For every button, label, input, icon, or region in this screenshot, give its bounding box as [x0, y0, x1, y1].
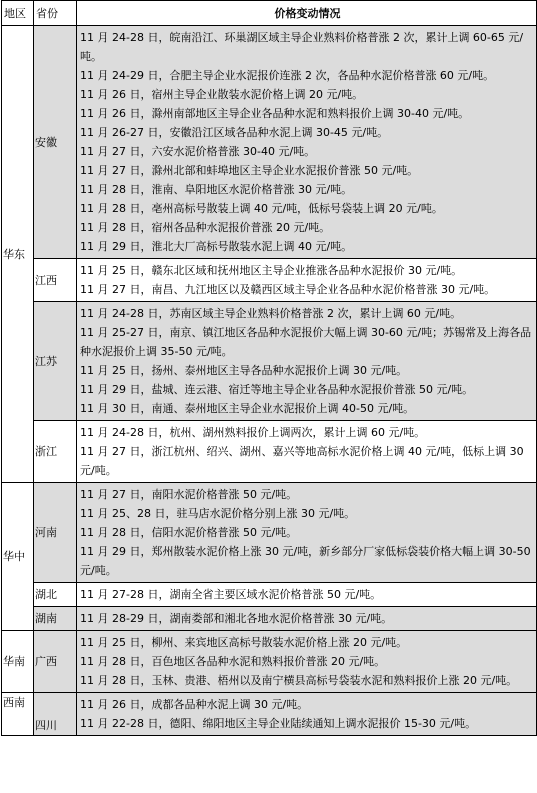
table-row — [2, 607, 537, 631]
province-cell: 浙江 — [34, 421, 77, 483]
detail-line: 11 月 27 日，六安水泥价格普涨 30-40 元/吨。 — [80, 145, 316, 158]
province-cell: 江苏 — [34, 302, 77, 421]
detail-cell — [77, 421, 537, 483]
detail-line: 11 月 27 日，南昌、九江地区以及赣西区域主导企业各品种水泥价格普涨 30 元/吨。 — [80, 283, 496, 296]
detail-line: 11 月 25 日，扬州、泰州地区主导各品种水泥报价上调 30 元/吨。 — [80, 364, 408, 377]
detail-cell — [77, 302, 537, 421]
detail-cell — [77, 607, 537, 631]
detail-line: 11 月 28 日，亳州高标号散装上调 40 元/吨，低标号袋装上调 20 元/吨。 — [80, 202, 443, 215]
detail-cell — [77, 583, 537, 607]
detail-line: 11 月 25 日，赣东北区域和抚州地区主导企业推涨各品种水泥报价 30 元/吨。 — [80, 264, 463, 277]
detail-line: 11 月 24-28 日，杭州、湖州熟料报价上调两次，累计上调 60 元/吨。 — [80, 426, 426, 439]
detail-line: 11 月 22-28 日，德阳、绵阳地区主导企业陆续通知上调水泥报价 15-30 元/吨。 — [80, 717, 477, 730]
province-cell: 四川 — [34, 693, 77, 736]
detail-line: 11 月 24-29 日，合肥主导企业水泥报价连涨 2 次，各品种水泥价格普涨 60 元/吨。 — [80, 69, 495, 82]
detail-line: 11 月 24-28 日，苏南区域主导企业熟料价格普涨 2 次，累计上调 60 元/吨。 — [80, 307, 462, 320]
province-cell: 广西 — [34, 631, 77, 693]
detail-line: 11 月 27 日，滁州北部和蚌埠地区主导企业水泥报价普涨 50 元/吨。 — [80, 164, 419, 177]
table-row — [2, 421, 537, 483]
detail-line: 11 月 26 日，宿州主导企业散装水泥价格上调 20 元/吨。 — [80, 88, 364, 101]
table-row — [2, 483, 537, 583]
table-row — [2, 26, 537, 259]
table-row — [2, 583, 537, 607]
detail-line: 11 月 30 日，南通、泰州地区主导企业水泥报价上调 40-50 元/吨。 — [80, 402, 415, 415]
header-province: 省份 — [34, 1, 77, 26]
detail-cell — [77, 26, 537, 259]
region-cell: 华中 — [2, 483, 34, 631]
header-region: 地区 — [2, 1, 34, 26]
province-cell: 安徽 — [34, 26, 77, 259]
detail-line: 11 月 26 日，滁州南部地区主导企业各品种水泥和熟料报价上调 30-40 元/吨。 — [80, 107, 470, 120]
table-row — [2, 693, 537, 736]
price-change-table — [1, 0, 537, 736]
detail-line: 11 月 24-28 日，皖南沿江、环巢湖区域主导企业熟料价格普涨 2 次，累计上调 60-65 元/吨。 — [80, 31, 524, 63]
detail-cell — [77, 631, 537, 693]
province-cell: 江西 — [34, 259, 77, 302]
detail-line: 11 月 26-27 日，安徽沿江区域各品种水泥上调 30-45 元/吨。 — [80, 126, 389, 139]
region-cell: 华南 — [2, 631, 34, 693]
detail-line: 11 月 27 日，南阳水泥价格普涨 50 元/吨。 — [80, 488, 298, 501]
header-row — [2, 1, 537, 26]
province-cell: 湖南 — [34, 607, 77, 631]
table-row — [2, 631, 537, 693]
detail-cell — [77, 693, 537, 736]
detail-line: 11 月 25、28 日，驻马店水泥价格分别上涨 30 元/吨。 — [80, 507, 356, 520]
detail-line: 11 月 26 日，成都各品种水泥上调 30 元/吨。 — [80, 698, 309, 711]
province-cell: 河南 — [34, 483, 77, 583]
detail-line: 11 月 25-27 日，南京、镇江地区各品种水泥报价大幅上调 30-60 元/吨；苏锡常及上海各品种水泥报价上调 35-50 元/吨。 — [80, 326, 532, 358]
table-row — [2, 259, 537, 302]
province-cell: 湖北 — [34, 583, 77, 607]
detail-line: 11 月 29 日，淮北大厂高标号散装水泥上调 40 元/吨。 — [80, 240, 353, 253]
header-detail: 价格变动情况 — [77, 1, 537, 26]
detail-line: 11 月 28 日，淮南、阜阳地区水泥价格普涨 30 元/吨。 — [80, 183, 353, 196]
detail-line: 11 月 28-29 日，湖南娄部和湘北各地水泥价格普涨 30 元/吨。 — [80, 612, 393, 625]
region-cell: 华东 — [2, 26, 34, 483]
detail-line: 11 月 28 日，信阳水泥价格普涨 50 元/吨。 — [80, 526, 298, 539]
detail-cell — [77, 483, 537, 583]
table-row — [2, 302, 537, 421]
detail-line: 11 月 29 日，盐城、连云港、宿迁等地主导企业各品种水泥报价普涨 50 元/吨。 — [80, 383, 474, 396]
detail-line: 11 月 27 日，浙江杭州、绍兴、湖州、嘉兴等地高标水泥价格上调 40 元/吨，低标上调 30 元/吨。 — [80, 445, 524, 477]
detail-line: 11 月 28 日，百色地区各品种水泥和熟料报价普涨 20 元/吨。 — [80, 655, 386, 668]
detail-line: 11 月 28 日，宿州各品种水泥报价普涨 20 元/吨。 — [80, 221, 331, 234]
detail-line: 11 月 28 日，玉林、贵港、梧州以及南宁横县高标号袋装水泥和熟料报价上涨 20 元/吨。 — [80, 674, 518, 687]
detail-cell — [77, 259, 537, 302]
region-cell: 西南 — [2, 693, 34, 736]
detail-line: 11 月 29 日，郑州散装水泥价格上涨 30 元/吨，新乡部分厂家低标袋装价格大幅上调 30-50 元/吨。 — [80, 545, 531, 577]
detail-line: 11 月 25 日，柳州、来宾地区高标号散装水泥价格上涨 20 元/吨。 — [80, 636, 408, 649]
detail-line: 11 月 27-28 日，湖南全省主要区域水泥价格普涨 50 元/吨。 — [80, 588, 382, 601]
